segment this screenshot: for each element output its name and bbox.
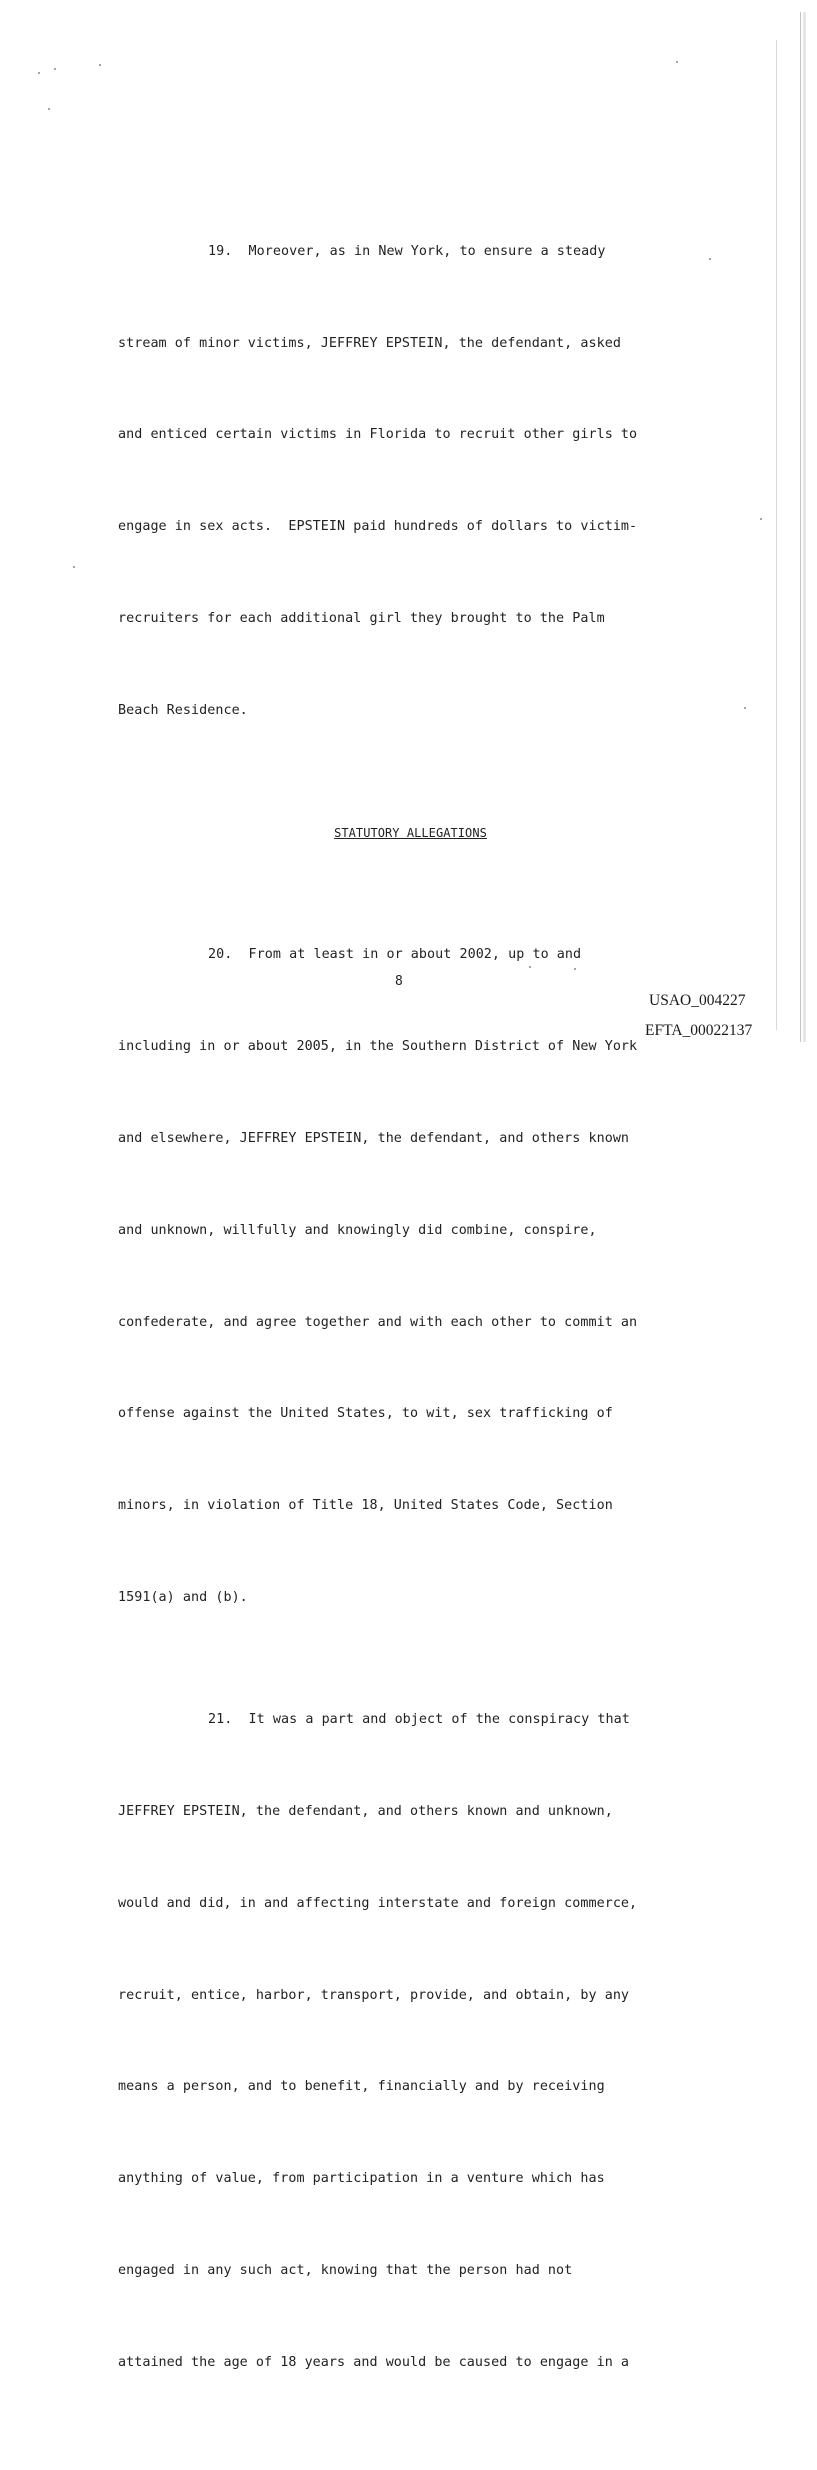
scan-speck (760, 518, 762, 520)
paragraph-21-line: engaged in any such act, knowing that the person had not (118, 2262, 573, 2278)
scan-edge-line (776, 40, 777, 1030)
paragraph-20-line: and elsewhere, JEFFREY EPSTEIN, the defendant, and others known (118, 1131, 630, 1146)
paragraph-19-line: and enticed certain victims in Florida to recruit other girls to (118, 427, 638, 443)
paragraph-21-line: 21. It was a part and object of the conspiracy that (208, 1712, 630, 1728)
paragraph-19-line: stream of minor victims, JEFFREY EPSTEIN, the defendant, asked (118, 335, 621, 351)
scan-speck (54, 68, 56, 70)
document-body (118, 145, 693, 2470)
paragraph-20-line: minors, in violation of Title 18, United States Code, Section (118, 1498, 613, 1514)
section-heading: STATUTORY ALLEGATIONS (334, 826, 487, 841)
paragraph-20-line: 20. From at least in or about 2002, up to and (208, 947, 582, 963)
page-number: 8 (395, 974, 403, 989)
scan-speck (709, 258, 711, 260)
scan-speck (99, 64, 101, 66)
scan-speck (744, 707, 746, 709)
scan-speck (73, 566, 75, 568)
scan-speck (48, 108, 50, 110)
scan-speck (676, 61, 678, 63)
paragraph-20-line: offense against the United States, to wit, sex trafficking of (118, 1406, 613, 1422)
paragraph-21-line: means a person, and to benefit, financially and by receiving (118, 2079, 605, 2095)
paragraph-20-line: and unknown, willfully and knowingly did combine, conspire, (118, 1222, 597, 1238)
scan-edge-line (800, 12, 801, 1042)
paragraph-21-line: attained the age of 18 years and would be caused to engage in a (118, 2354, 630, 2370)
bates-number-usao: USAO_004227 (649, 992, 746, 1009)
paragraph-21-line: would and did, in and affecting interstate and foreign commerce, (118, 1895, 638, 1911)
paragraph-20-line: confederate, and agree together and with each other to commit an (118, 1314, 638, 1330)
paragraph-21-line: JEFFREY EPSTEIN, the defendant, and others known and unknown, (118, 1804, 613, 1820)
paragraph-20-line: 1591(a) and (b). (118, 1589, 248, 1605)
paragraph-21-line: anything of value, from participation in a venture which has (118, 2171, 605, 2187)
paragraph-21-line: recruit, entice, harbor, transport, provide, and obtain, by any (118, 1987, 630, 2003)
scan-edge-shadow (803, 12, 806, 1042)
paragraph-19-line: recruiters for each additional girl they brought to the Palm (118, 610, 605, 626)
scan-speck (38, 72, 40, 74)
paragraph-19-line: Beach Residence. (118, 702, 248, 718)
paragraph-19-line: engage in sex acts. EPSTEIN paid hundreds of dollars to victim- (118, 519, 638, 535)
paragraph-19-line: 19. Moreover, as in New York, to ensure a steady (208, 243, 606, 259)
paragraph-20-line: including in or about 2005, in the Southern District of New York (118, 1039, 638, 1055)
bates-number-efta: EFTA_00022137 (645, 1022, 753, 1039)
